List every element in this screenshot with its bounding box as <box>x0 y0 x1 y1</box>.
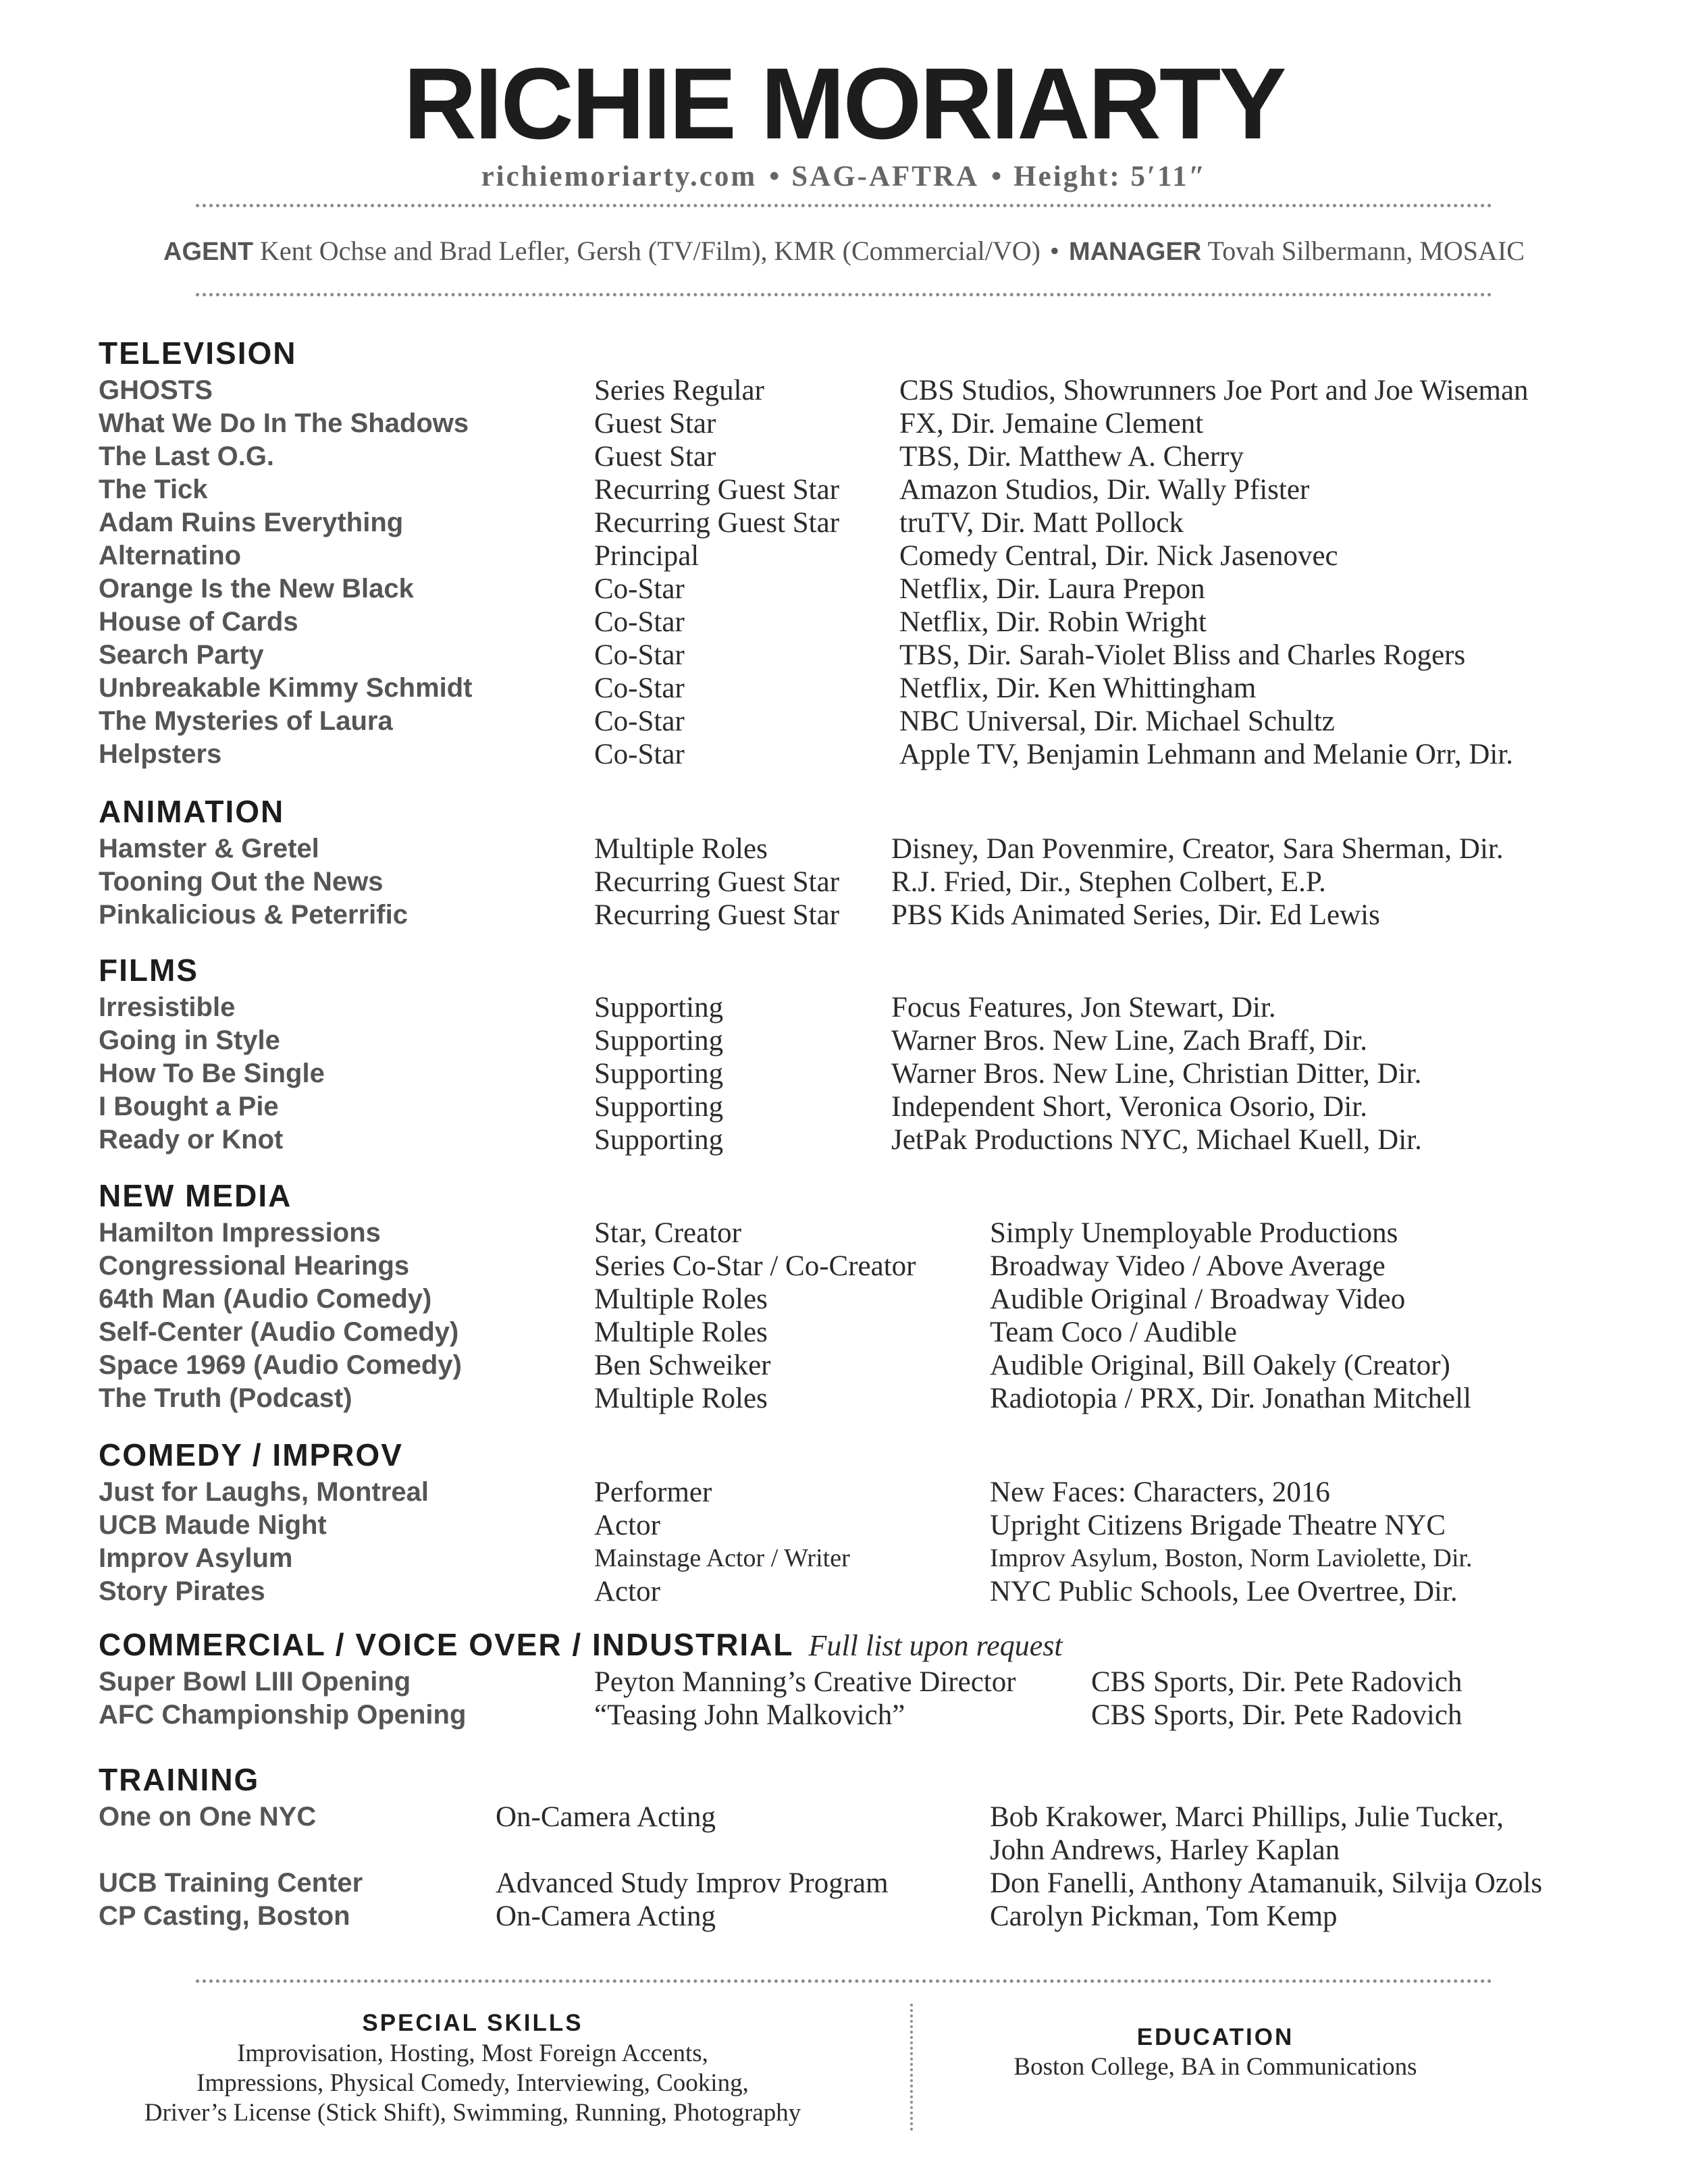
credit-title: Self-Center (Audio Comedy) <box>99 1317 459 1347</box>
credit-role: Supporting <box>594 992 724 1023</box>
credit-production: R.J. Fried, Dir., Stephen Colbert, E.P. <box>891 866 1326 898</box>
credit-title: Helpsters <box>99 739 222 769</box>
credit-production: Improv Asylum, Boston, Norm Laviolette, Dir. <box>990 1544 1473 1572</box>
credit-title: What We Do In The Shadows <box>99 408 469 438</box>
section-heading: ANIMATION <box>99 794 285 829</box>
section-heading <box>99 1624 1618 1666</box>
credit-row <box>99 1666 1618 1699</box>
credit-title: I Bought a Pie <box>99 1092 279 1121</box>
credit-production: TBS, Dir. Sarah-Violet Bliss and Charles Rogers <box>899 639 1466 671</box>
credit-production: CBS Sports, Dir. Pete Radovich <box>1091 1699 1462 1731</box>
credit-production: Amazon Studios, Dir. Wally Pfister <box>899 474 1310 506</box>
credit-role: Supporting <box>594 1124 724 1156</box>
bullet-separator: • <box>1049 236 1059 266</box>
credit-title: Improv Asylum <box>99 1543 293 1573</box>
section-animation <box>99 791 1618 932</box>
credit-row <box>99 672 1618 705</box>
education-text: Boston College, BA in Communications <box>1013 2053 1417 2081</box>
credit-row <box>99 539 1618 572</box>
section-comedy-improv <box>99 1434 1618 1608</box>
education-heading: EDUCATION <box>1136 2024 1294 2050</box>
credit-title: One on One NYC <box>99 1802 317 1832</box>
credit-row <box>99 705 1618 738</box>
credit-row <box>99 1283 1618 1316</box>
credit-row <box>99 506 1618 539</box>
credit-title: How To Be Single <box>99 1059 325 1088</box>
section-films <box>99 949 1618 1156</box>
credit-role: Co-Star <box>594 739 685 770</box>
section-note: Full list upon request <box>808 1629 1063 1662</box>
credit-role: Co-Star <box>594 672 685 704</box>
credit-title: Going in Style <box>99 1026 280 1055</box>
credit-row <box>99 1316 1618 1349</box>
credit-role: Performer <box>594 1476 712 1508</box>
section-heading: TELEVISION <box>99 336 297 371</box>
credit-production: New Faces: Characters, 2016 <box>990 1476 1330 1508</box>
credit-row <box>99 1542 1618 1575</box>
contact-line <box>0 159 1688 194</box>
credit-production: Broadway Video / Above Average <box>990 1250 1386 1282</box>
credit-role: Series Regular <box>594 375 764 406</box>
divider <box>196 1979 1492 1983</box>
credit-row <box>99 1867 1618 1900</box>
credit-production: PBS Kids Animated Series, Dir. Ed Lewis <box>891 899 1380 931</box>
credit-role: Recurring Guest Star <box>594 866 840 898</box>
credit-role: On-Camera Acting <box>496 1801 716 1833</box>
credit-row <box>99 572 1618 606</box>
credit-title: Orange Is the New Black <box>99 574 414 604</box>
credit-row <box>99 1382 1618 1415</box>
credit-role: Multiple Roles <box>594 833 768 865</box>
credit-production: Radiotopia / PRX, Dir. Jonathan Mitchell <box>990 1383 1472 1414</box>
credit-role: Supporting <box>594 1091 724 1123</box>
credit-role: Peyton Manning’s Creative Director <box>594 1666 1016 1698</box>
credit-role: Co-Star <box>594 573 685 605</box>
divider <box>196 293 1492 296</box>
section-television <box>99 332 1618 771</box>
credit-production: Warner Bros. New Line, Christian Ditter, Dir. <box>891 1058 1422 1090</box>
credit-role: Actor <box>594 1576 660 1607</box>
credit-role: Co-Star <box>594 705 685 737</box>
credit-production: FX, Dir. Jemaine Clement <box>899 408 1204 440</box>
credit-role: Multiple Roles <box>594 1383 768 1414</box>
credit-row <box>99 1217 1618 1250</box>
bullet-separator: • <box>769 161 780 192</box>
credit-title: Pinkalicious & Peterrific <box>99 900 408 930</box>
credit-row <box>99 1509 1618 1542</box>
credit-role: Guest Star <box>594 408 716 440</box>
credit-title: Congressional Hearings <box>99 1251 410 1281</box>
credit-role: “Teasing John Malkovich” <box>594 1699 905 1731</box>
credit-row <box>99 1090 1618 1123</box>
skills-line: Improvisation, Hosting, Most Foreign Accents, <box>237 2040 708 2067</box>
credit-production: Disney, Dan Povenmire, Creator, Sara Sherman, Dir. <box>891 833 1504 865</box>
credit-row <box>99 832 1618 865</box>
credit-row <box>99 865 1618 899</box>
section-heading: NEW MEDIA <box>99 1178 292 1213</box>
credit-production: NBC Universal, Dir. Michael Schultz <box>899 705 1335 737</box>
credit-title: Unbreakable Kimmy Schmidt <box>99 673 473 703</box>
credit-role: Actor <box>594 1510 660 1541</box>
credit-row <box>99 1801 1618 1867</box>
section-commercial <box>99 1624 1618 1732</box>
credit-row <box>99 738 1618 771</box>
credit-role: Ben Schweiker <box>594 1350 771 1381</box>
section-heading: TRAINING <box>99 1762 260 1797</box>
section-heading: FILMS <box>99 953 199 988</box>
credit-row <box>99 1024 1618 1057</box>
credit-title: UCB Training Center <box>99 1868 363 1898</box>
special-skills-list <box>68 2039 878 2128</box>
credit-production: Focus Features, Jon Stewart, Dir. <box>891 992 1276 1023</box>
height: Height: 5′11″ <box>1013 161 1207 192</box>
credit-production: Audible Original, Bill Oakely (Creator) <box>990 1350 1450 1381</box>
credit-role: Supporting <box>594 1058 724 1090</box>
credit-production <box>990 1801 1504 1867</box>
credit-title: Ready or Knot <box>99 1125 284 1154</box>
credit-title: The Last O.G. <box>99 442 275 471</box>
special-skills-heading: SPECIAL SKILLS <box>362 2010 583 2036</box>
manager-value: Tovah Silbermann, MOSAIC <box>1207 236 1525 266</box>
credit-row <box>99 407 1618 440</box>
section-heading: COMEDY / IMPROV <box>99 1437 403 1472</box>
credit-production: Don Fanelli, Anthony Atamanuik, Silvija Ozols <box>990 1867 1543 1899</box>
credit-title: The Tick <box>99 475 208 504</box>
credit-role: Guest Star <box>594 441 716 473</box>
credit-production: Carolyn Pickman, Tom Kemp <box>990 1900 1338 1932</box>
credit-row <box>99 1900 1618 1933</box>
credit-row <box>99 1349 1618 1382</box>
credit-row <box>99 1250 1618 1283</box>
credit-row <box>99 473 1618 506</box>
credit-row <box>99 374 1618 407</box>
credit-role: Multiple Roles <box>594 1283 768 1315</box>
credit-role: Recurring Guest Star <box>594 507 840 539</box>
credit-role: Mainstage Actor / Writer <box>594 1544 850 1572</box>
credit-title: UCB Maude Night <box>99 1510 327 1540</box>
credit-row <box>99 1476 1618 1509</box>
credit-title: GHOSTS <box>99 375 213 405</box>
credit-role: Recurring Guest Star <box>594 474 840 506</box>
credit-production: Netflix, Dir. Robin Wright <box>899 606 1207 638</box>
actor-name: RICHIE MORIARTY <box>403 47 1285 160</box>
credit-title: Story Pirates <box>99 1576 265 1606</box>
website: richiemoriarty.com <box>481 161 758 192</box>
credit-production-line: Bob Krakower, Marci Phillips, Julie Tucker, <box>990 1801 1504 1833</box>
credit-title: House of Cards <box>99 607 298 637</box>
credit-production: Warner Bros. New Line, Zach Braff, Dir. <box>891 1025 1368 1057</box>
credit-role: Series Co-Star / Co-Creator <box>594 1250 916 1282</box>
credit-production: Simply Unemployable Productions <box>990 1217 1398 1249</box>
credit-production: Independent Short, Veronica Osorio, Dir. <box>891 1091 1367 1123</box>
skills-line: Impressions, Physical Comedy, Interviewing, Cooking, <box>196 2069 749 2097</box>
credit-role: Supporting <box>594 1025 724 1057</box>
section-heading-text: COMMERCIAL / VOICE OVER / INDUSTRIAL <box>99 1627 794 1662</box>
credit-role: Recurring Guest Star <box>594 899 840 931</box>
credit-production: Upright Citizens Brigade Theatre NYC <box>990 1510 1446 1541</box>
credit-role: Advanced Study Improv Program <box>496 1867 889 1899</box>
credit-production: CBS Studios, Showrunners Joe Port and Joe Wiseman <box>899 375 1529 406</box>
credit-title: Hamilton Impressions <box>99 1218 381 1248</box>
credit-production: Netflix, Dir. Ken Whittingham <box>899 672 1257 704</box>
credit-production: NYC Public Schools, Lee Overtree, Dir. <box>990 1576 1458 1607</box>
credit-role: On-Camera Acting <box>496 1900 716 1932</box>
bullet-separator: • <box>991 161 1002 192</box>
credit-title: Tooning Out the News <box>99 867 384 897</box>
credit-production: JetPak Productions NYC, Michael Kuell, Dir. <box>891 1124 1422 1156</box>
credit-row <box>99 1699 1618 1732</box>
credit-title: Alternatino <box>99 541 242 570</box>
credit-production: truTV, Dir. Matt Pollock <box>899 507 1184 539</box>
credit-production-line: John Andrews, Harley Kaplan <box>990 1834 1340 1866</box>
union: SAG-AFTRA <box>791 161 980 192</box>
credit-title: Adam Ruins Everything <box>99 508 404 537</box>
section-new-media <box>99 1175 1618 1415</box>
credit-title: Space 1969 (Audio Comedy) <box>99 1350 462 1380</box>
credit-title: CP Casting, Boston <box>99 1901 350 1931</box>
credit-production: Audible Original / Broadway Video <box>990 1283 1406 1315</box>
credit-row <box>99 1057 1618 1090</box>
credit-title: Hamster & Gretel <box>99 834 319 863</box>
credit-production: Netflix, Dir. Laura Prepon <box>899 573 1205 605</box>
manager-label: MANAGER <box>1068 238 1202 266</box>
representation-line <box>0 235 1688 268</box>
vertical-divider <box>910 2004 913 2131</box>
credit-row <box>99 991 1618 1024</box>
credit-row <box>99 899 1618 932</box>
credit-production: Team Coco / Audible <box>990 1316 1238 1348</box>
skills-line: Driver’s License (Stick Shift), Swimming, Running, Photography <box>144 2099 801 2127</box>
section-training <box>99 1759 1618 1933</box>
credit-title: Super Bowl LIII Opening <box>99 1667 411 1697</box>
credit-title: Search Party <box>99 640 264 670</box>
credit-role: Star, Creator <box>594 1217 741 1249</box>
credit-row <box>99 606 1618 639</box>
credit-row <box>99 639 1618 672</box>
credit-role: Co-Star <box>594 606 685 638</box>
divider <box>196 204 1492 207</box>
credit-row <box>99 440 1618 473</box>
agent-value: Kent Ochse and Brad Lefler, Gersh (TV/Film), KMR (Commercial/VO) <box>260 236 1040 266</box>
credit-production: TBS, Dir. Matthew A. Cherry <box>899 441 1244 473</box>
credit-production: Comedy Central, Dir. Nick Jasenovec <box>899 540 1338 572</box>
credit-title: The Truth (Podcast) <box>99 1383 352 1413</box>
credit-title: Irresistible <box>99 992 236 1022</box>
credit-title: AFC Championship Opening <box>99 1700 467 1730</box>
credit-title: Just for Laughs, Montreal <box>99 1477 429 1507</box>
credit-title: 64th Man (Audio Comedy) <box>99 1284 432 1314</box>
credit-production: Apple TV, Benjamin Lehmann and Melanie Orr, Dir. <box>899 739 1514 770</box>
credit-row <box>99 1123 1618 1156</box>
credit-production: CBS Sports, Dir. Pete Radovich <box>1091 1666 1462 1698</box>
credit-row <box>99 1575 1618 1608</box>
credit-role: Multiple Roles <box>594 1316 768 1348</box>
credit-title: The Mysteries of Laura <box>99 706 393 736</box>
credit-role: Co-Star <box>594 639 685 671</box>
agent-label: AGENT <box>163 238 254 266</box>
credit-role: Principal <box>594 540 700 572</box>
